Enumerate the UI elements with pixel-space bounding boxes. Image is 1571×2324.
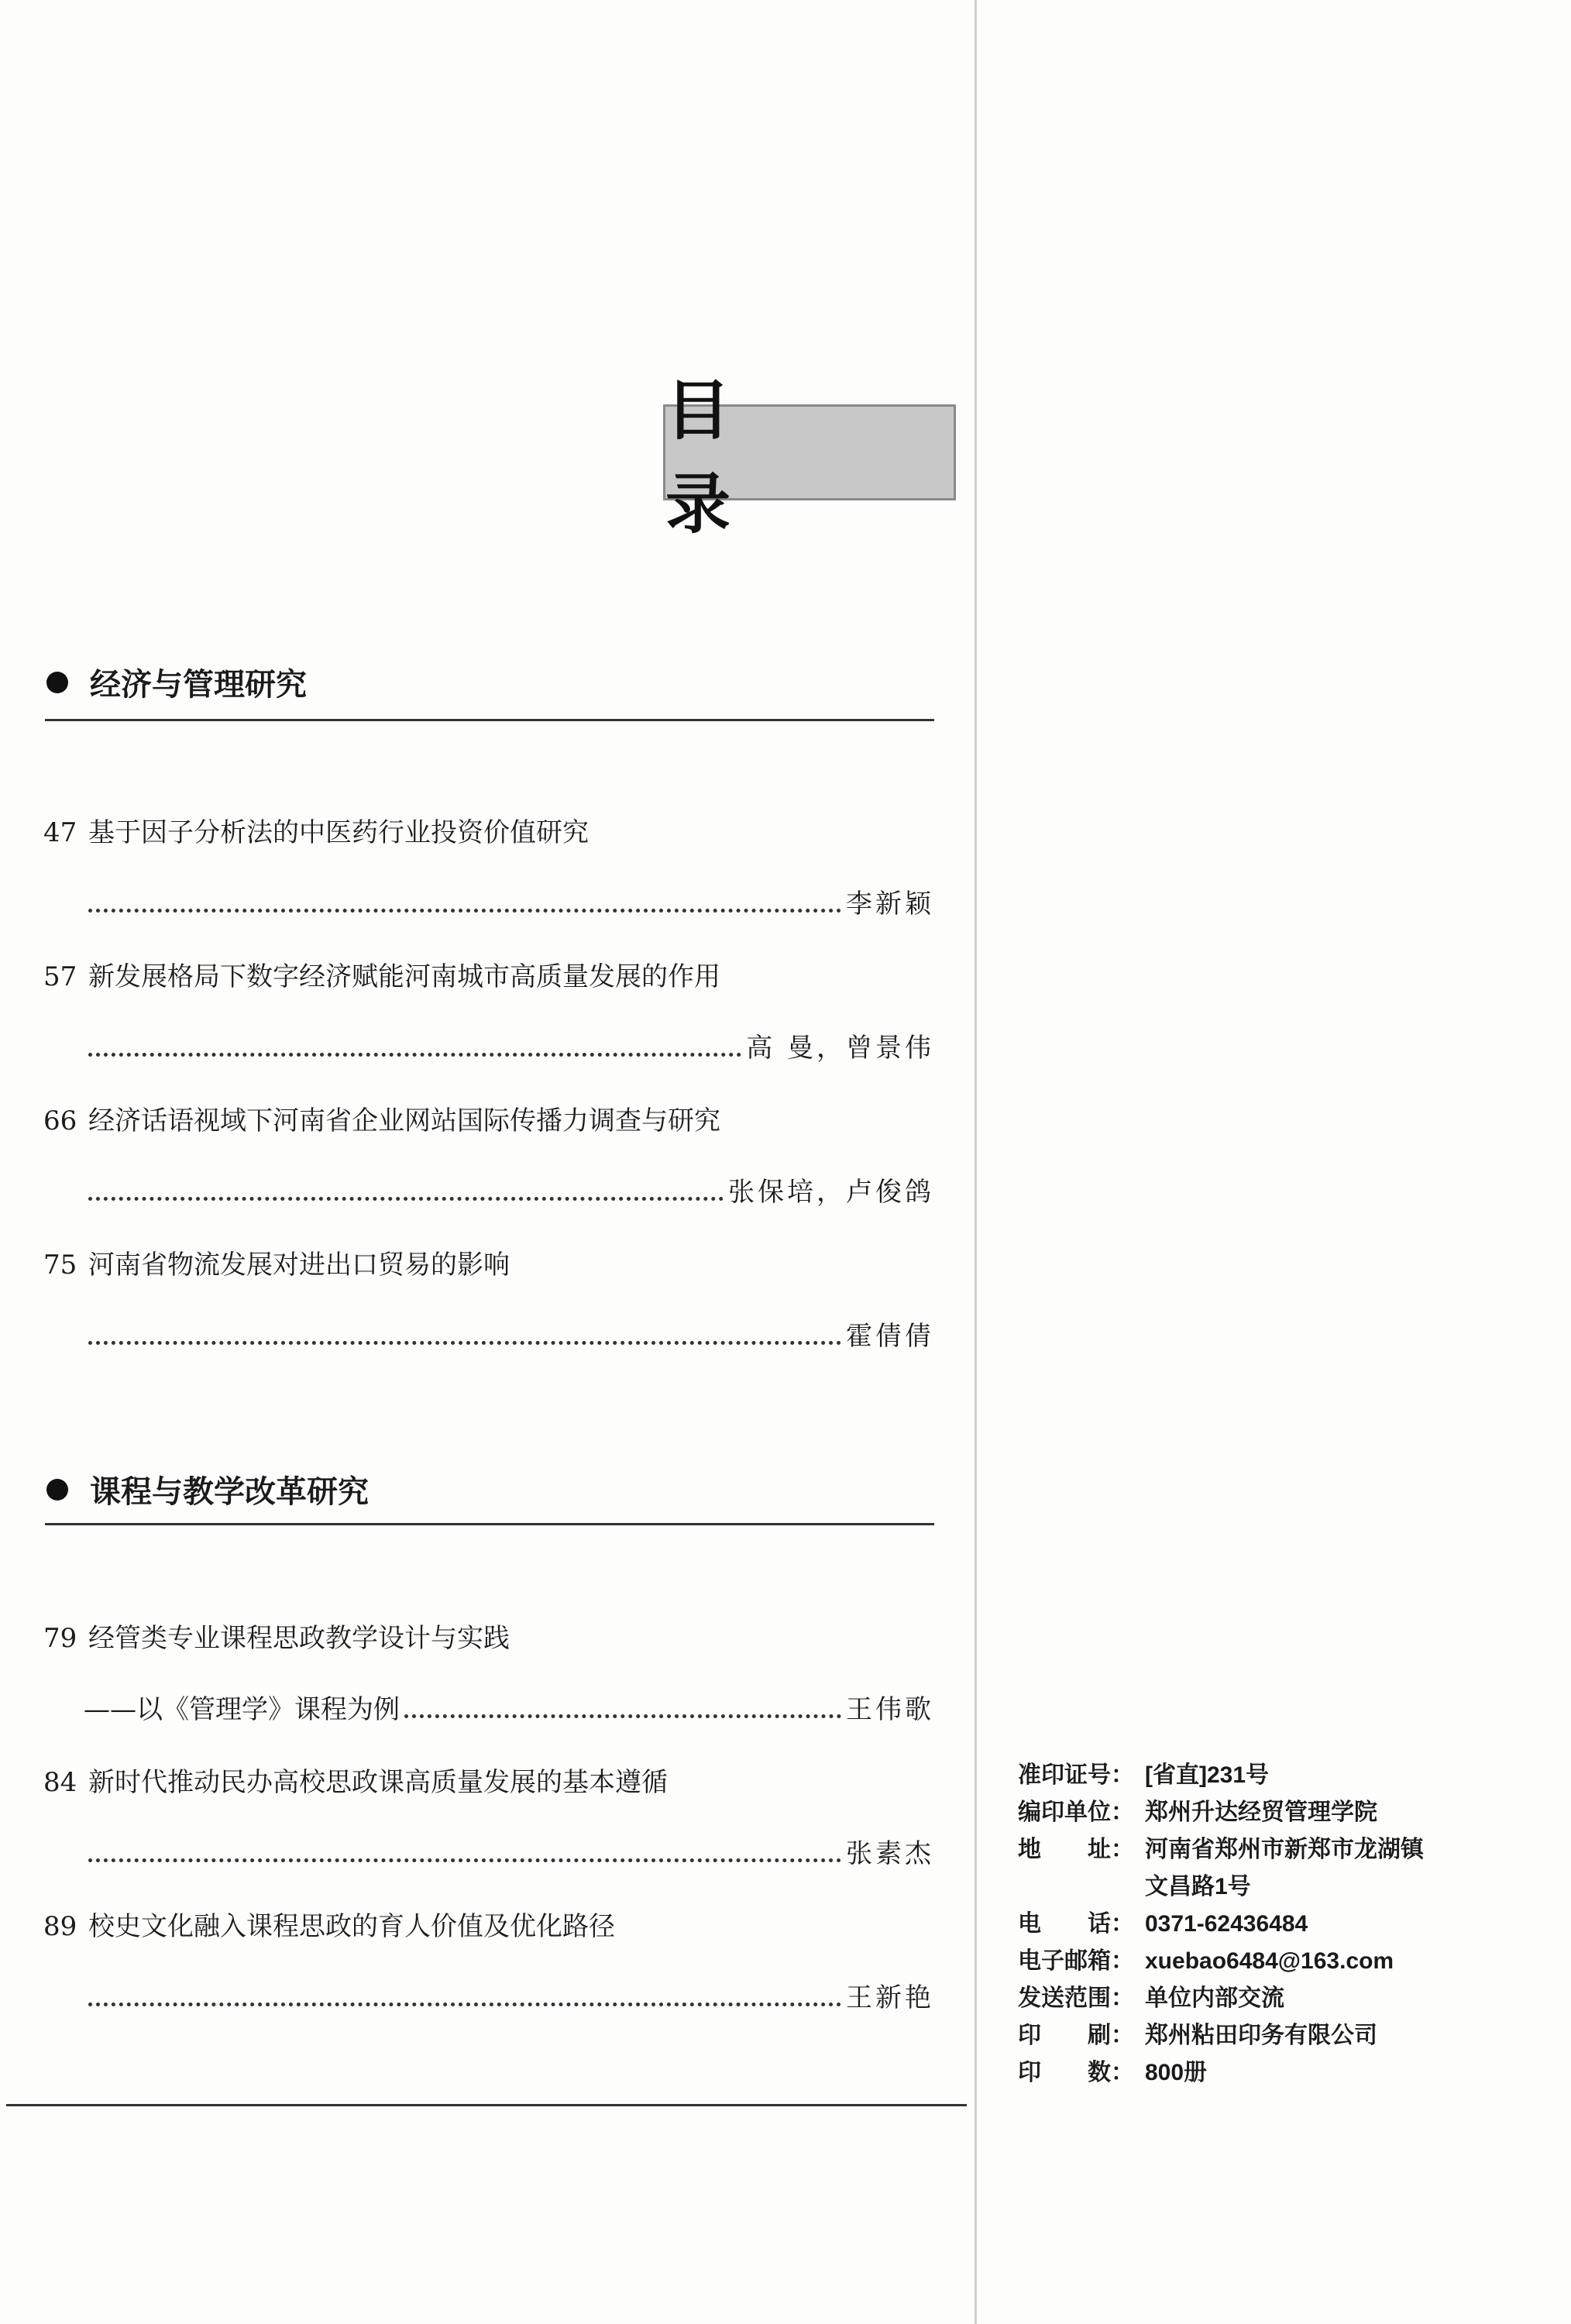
toc-entry[interactable] (43, 815, 934, 920)
toc-entry[interactable] (43, 1103, 934, 1208)
email-label: 电子邮箱： (1018, 1948, 1134, 1974)
entry-title: 新时代推动民办高校思政课高质量发展的基本遵循 (88, 1767, 668, 1798)
page-gutter-divider (975, 0, 977, 2324)
section-heading-label: 经济与管理研究 (90, 667, 307, 703)
scope-value: 单位内部交流 (1145, 1985, 1284, 2011)
dot-leader (88, 1858, 841, 1862)
bullet-dot-icon (46, 672, 68, 693)
toc-title-box (663, 373, 956, 542)
editor-value: 郑州升达经贸管理学院 (1145, 1800, 1377, 1825)
permit-label: 准印证号： (1018, 1762, 1134, 1788)
imprint-block (1018, 1757, 1424, 2092)
copies-label: 印 数： (1018, 2060, 1134, 2085)
scope-label: 发送范围： (1018, 1985, 1134, 2011)
address-value-cont: 文昌路1号 (1145, 1874, 1251, 1899)
toc-entry[interactable] (43, 959, 934, 1064)
entry-page-number: 47 (43, 817, 77, 848)
entry-page-number: 66 (43, 1105, 77, 1136)
dot-leader (88, 1053, 741, 1057)
entry-title: 河南省物流发展对进出口贸易的影响 (88, 1250, 510, 1281)
address-value: 河南省郑州市新郑市龙湖镇 (1145, 1837, 1424, 1862)
permit-value: [省直]231号 (1145, 1762, 1270, 1788)
bullet-dot-icon (46, 1479, 68, 1501)
entry-authors: 霍倩倩 (846, 1321, 934, 1352)
section-rule (45, 1523, 934, 1525)
entry-page-number: 89 (43, 1911, 77, 1942)
entry-page-number: 75 (43, 1250, 77, 1281)
entry-page-number: 57 (43, 961, 77, 992)
dot-leader (88, 1341, 841, 1345)
printer-label: 印 刷： (1018, 2023, 1134, 2048)
dot-leader (88, 2003, 841, 2006)
entry-authors: 张素杰 (846, 1838, 934, 1869)
editor-label: 编印单位： (1018, 1800, 1134, 1825)
entry-title: 新发展格局下数字经济赋能河南城市高质量发展的作用 (88, 961, 720, 992)
entry-authors: 高 曼，曾景伟 (746, 1033, 934, 1064)
entry-authors: 张保培，卢俊鸽 (728, 1177, 934, 1208)
entry-title: 校史文化融入课程思政的育人价值及优化路径 (88, 1911, 615, 1942)
entry-title: 经济话语视域下河南省企业网站国际传播力调查与研究 (88, 1105, 720, 1136)
dot-leader (404, 1714, 841, 1718)
phone-value: 0371-62436484 (1145, 1911, 1308, 1937)
section-heading-economics (46, 660, 307, 704)
email-value: xuebao6484@163.com (1145, 1948, 1394, 1974)
section-heading-label: 课程与教学改革研究 (90, 1474, 369, 1510)
bottom-rule (6, 2104, 967, 2106)
entry-title: 经管类专业课程思政教学设计与实践 (88, 1623, 510, 1654)
entry-title: 基于因子分析法的中医药行业投资价值研究 (88, 817, 589, 848)
phone-label: 电 话： (1018, 1911, 1134, 1937)
section-rule (45, 719, 934, 721)
dot-leader (88, 909, 841, 913)
toc-title: 目 录 (665, 373, 816, 542)
entry-subtitle: ——以《管理学》课程为例 (84, 1694, 400, 1725)
entry-page-number: 79 (43, 1623, 77, 1654)
entry-authors: 李新颖 (846, 889, 934, 920)
toc-entry[interactable] (43, 1247, 934, 1352)
section-heading-teaching (46, 1467, 369, 1511)
toc-entry[interactable] (43, 1621, 934, 1725)
entry-authors: 王伟歌 (846, 1694, 934, 1725)
toc-entry[interactable] (43, 1909, 934, 2013)
copies-value: 800册 (1145, 2060, 1208, 2085)
entry-page-number: 84 (43, 1767, 77, 1798)
entry-authors: 王新艳 (846, 1982, 934, 2013)
printer-value: 郑州粘田印务有限公司 (1145, 2023, 1377, 2048)
address-label: 地 址： (1018, 1837, 1134, 1862)
toc-entry[interactable] (43, 1765, 934, 1869)
dot-leader (88, 1197, 724, 1201)
